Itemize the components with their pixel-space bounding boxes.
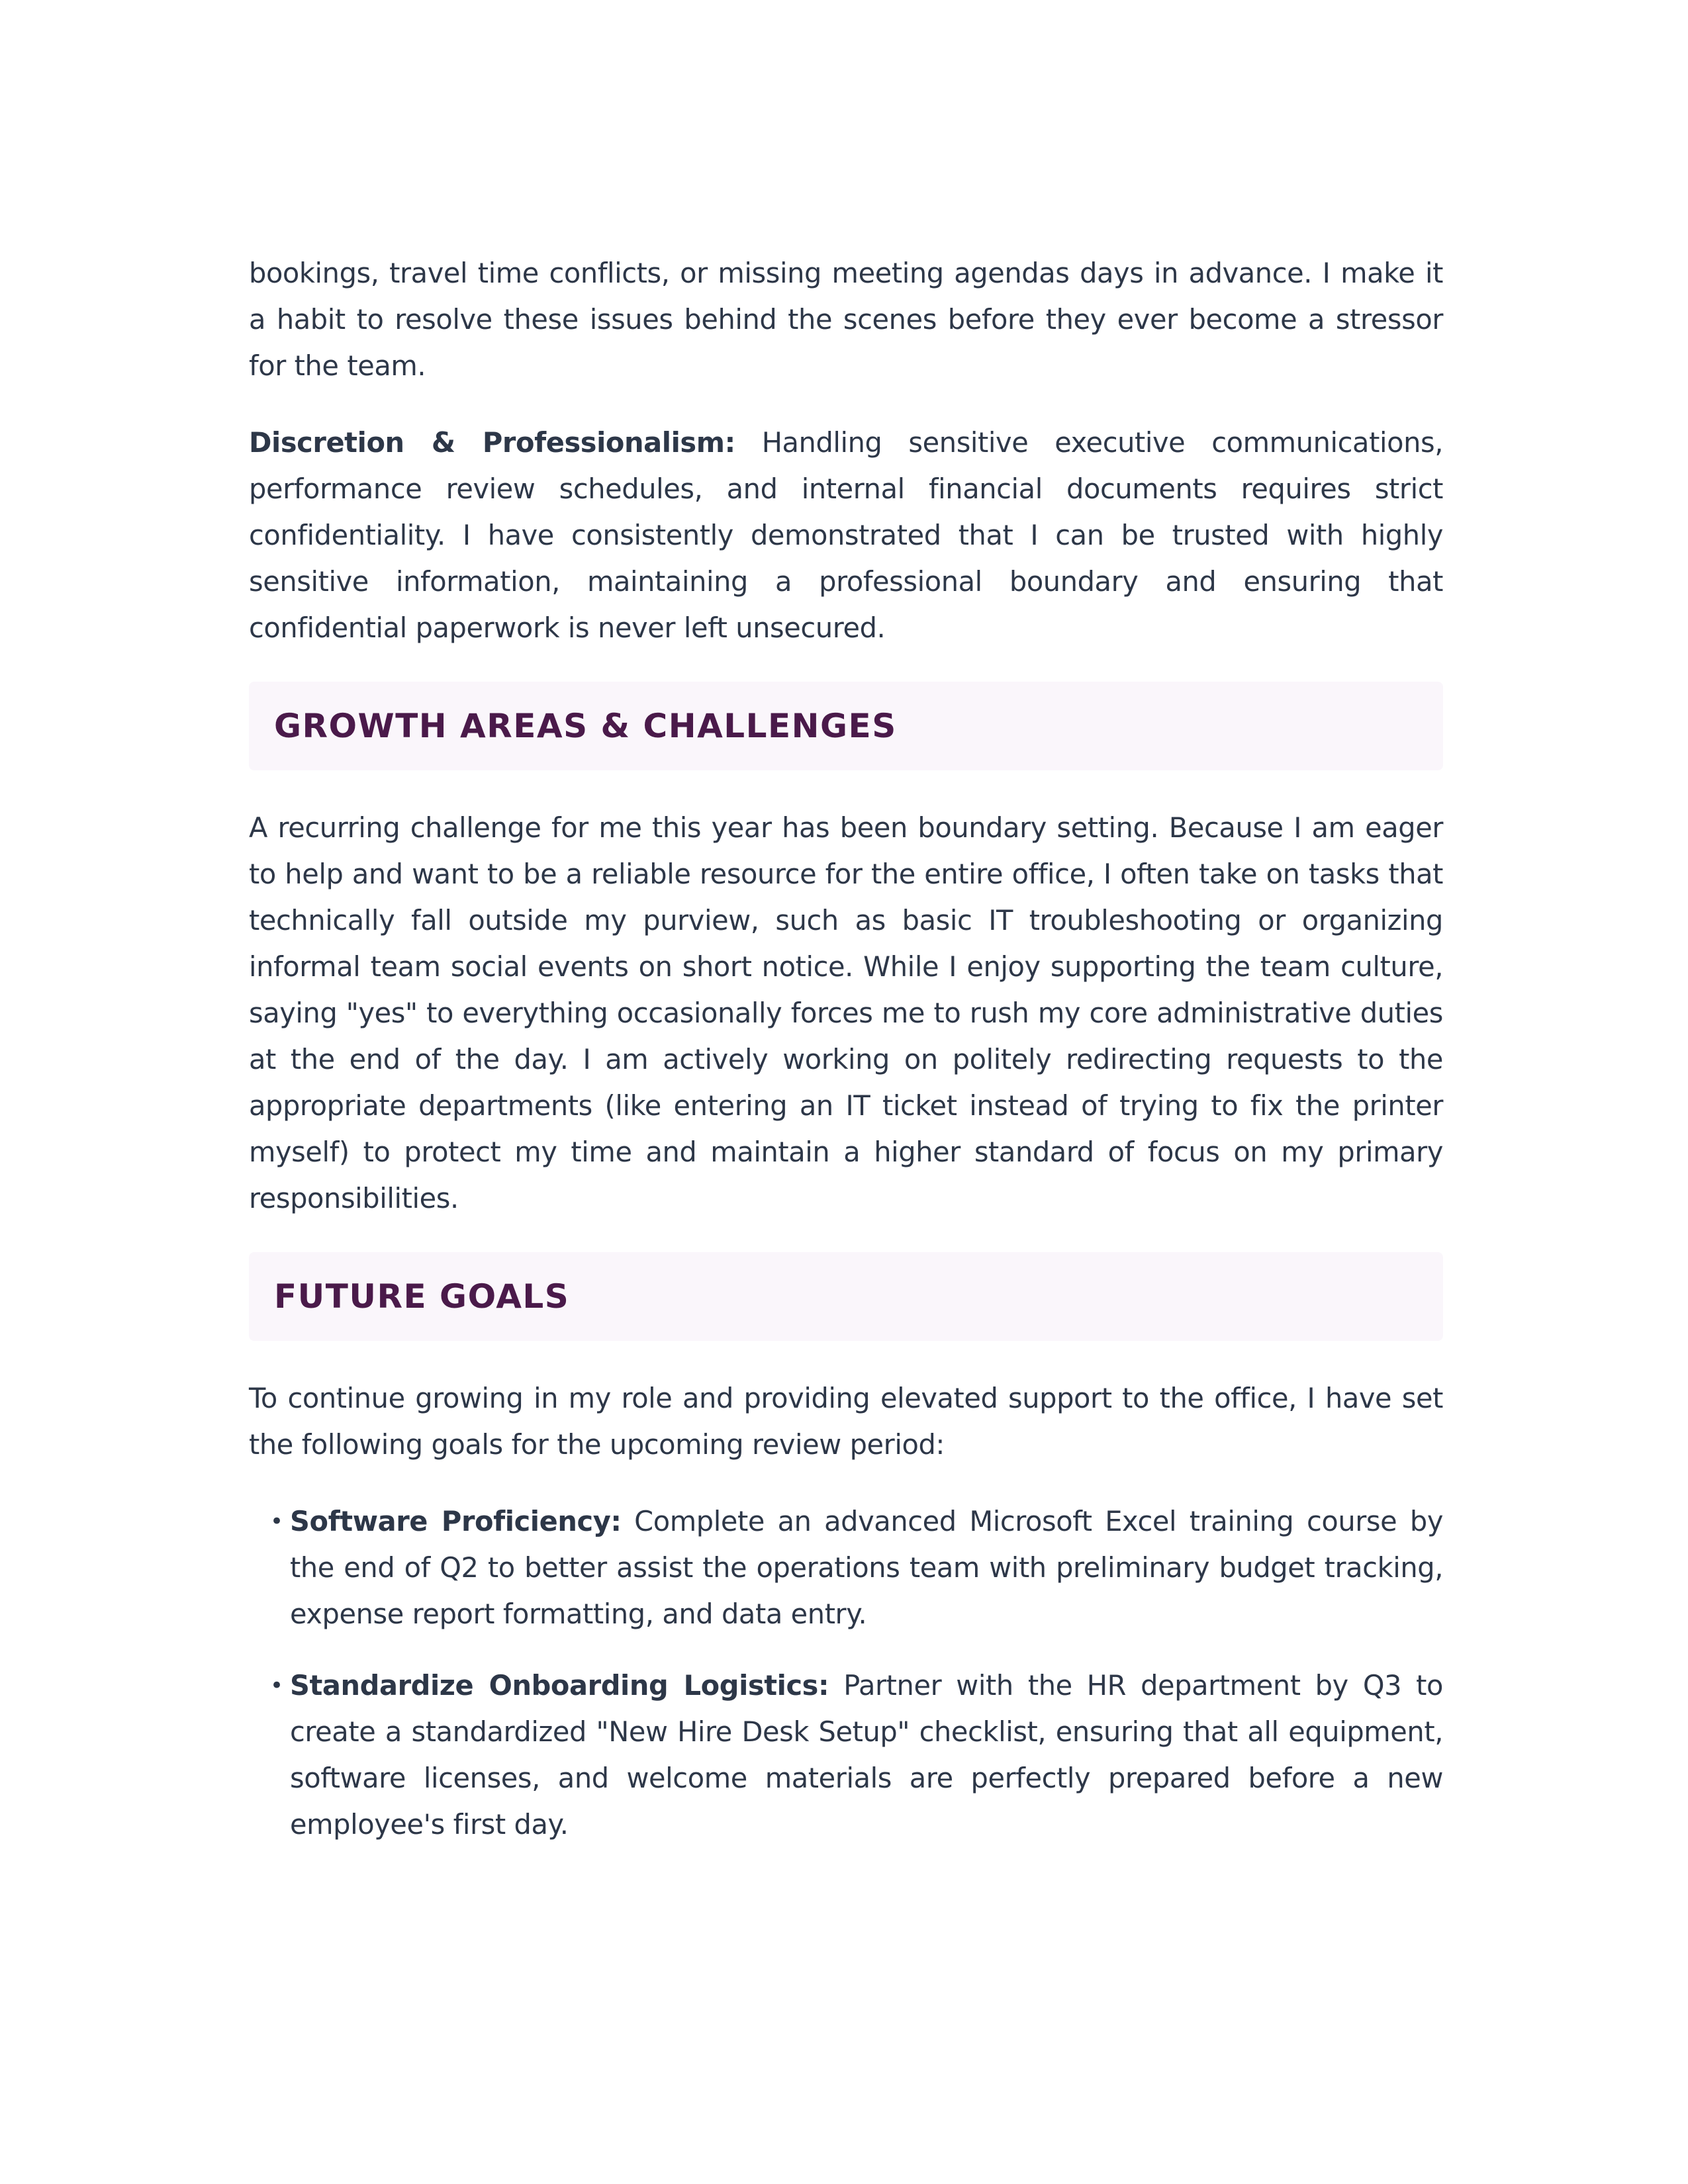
goal-label: Standardize Onboarding Logistics: — [290, 1669, 829, 1702]
goal-item-software-proficiency — [249, 1498, 1443, 1637]
goals-intro-paragraph: To continue growing in my role and providing elevated support to the office, I have set the following goals for the upcoming review period: — [249, 1382, 1443, 1461]
growth-section-header — [249, 682, 1443, 770]
goal-label: Software Proficiency: — [290, 1505, 622, 1537]
goals-section-header — [249, 1252, 1443, 1341]
growth-paragraph: A recurring challenge for me this year has been boundary setting. Because I am eager to help and want to be a reliable resource for the entire office, I often take on tasks that technically fall outside my purview, such as basic IT troubleshooting or organizing informal team social events on short notice. While I enjoy supporting the team culture, saying "yes" to everything occasionally forces me to rush my core administrative duties at the end of the day. I am actively working on politely redirecting requests to the appropriate departments (like entering an IT ticket instead of trying to fix the printer myself) to protect my time and maintain a higher standard of focus on my primary responsibilities. — [249, 811, 1443, 1214]
discretion-text: Handling sensitive executive communications, performance review schedules, and internal financial documents requires strict confidentiality. I have consistently demonstrated that I can be trusted with highly sensitive information, maintaining a professional boundary and ensuring that confidential paperwork is never left unsecured. — [249, 426, 1443, 644]
goals-list — [249, 1498, 1443, 1848]
goal-item-standardize-onboarding — [249, 1662, 1443, 1848]
goals-heading: FUTURE GOALS — [274, 1277, 570, 1316]
discretion-label: Discretion & Professionalism: — [249, 426, 735, 459]
discretion-paragraph — [249, 420, 1443, 651]
growth-heading: GROWTH AREAS & CHALLENGES — [274, 707, 897, 745]
intro-paragraph: bookings, travel time conflicts, or missing meeting agendas days in advance. I make it a habit to resolve these issues behind the scenes before they ever become a stressor for the team. — [249, 257, 1443, 382]
bullet-icon: • — [270, 1508, 283, 1535]
document-page — [249, 250, 1443, 1873]
goal-text: Complete an advanced Microsoft Excel training course by the end of Q2 to better assist the operations team with preliminary budget tracking, expense report formatting, and data entry. — [290, 1505, 1443, 1630]
bullet-icon: • — [270, 1672, 283, 1699]
goal-text: Partner with the HR department by Q3 to create a standardized "New Hire Desk Setup" checklist, ensuring that all equipment, software licenses, and welcome materials are perfectly prepared before a new employee's first day. — [290, 1669, 1444, 1841]
